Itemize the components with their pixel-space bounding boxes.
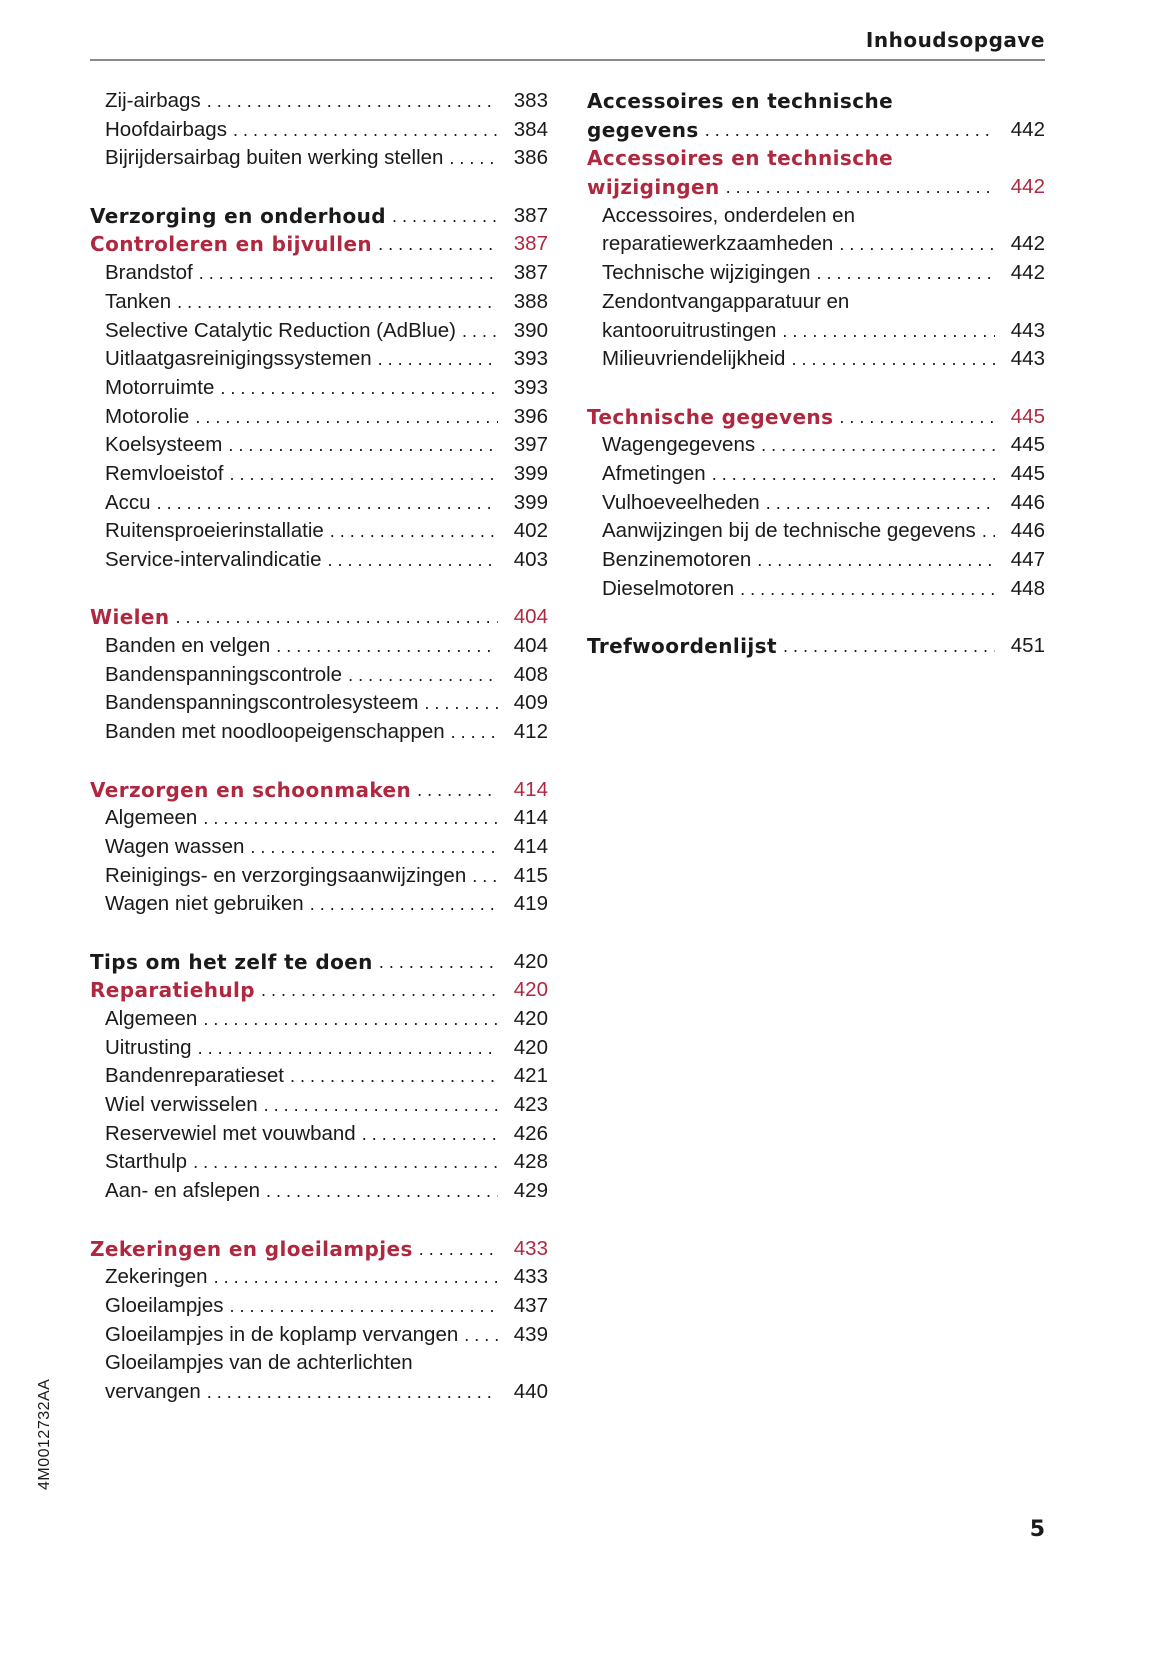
- dot-leader: [782, 317, 995, 346]
- toc-entry-label: Vulhoeveelheden: [602, 490, 760, 514]
- dot-leader: [449, 144, 498, 173]
- toc-entry-page[interactable]: 442: [1010, 117, 1045, 141]
- toc-entry-page[interactable]: 409: [513, 691, 548, 715]
- toc-entry[interactable]: [90, 1177, 548, 1206]
- dot-leader: [230, 1292, 499, 1321]
- dot-leader: [462, 317, 498, 346]
- toc-entry[interactable]: [587, 116, 1045, 145]
- toc-entry-label: Accessoires, onderdelen en: [602, 203, 855, 227]
- dot-leader: [261, 976, 498, 1005]
- dot-leader: [783, 632, 995, 661]
- toc-entry-label: Uitlaatgasreinigingssystemen: [105, 347, 372, 371]
- toc-entry[interactable]: [90, 202, 548, 231]
- toc-entry[interactable]: [90, 460, 548, 489]
- dot-leader: [424, 689, 498, 718]
- toc-entry-label: kantooruitrustingen: [602, 318, 777, 342]
- toc-entry-page[interactable]: 387: [513, 203, 548, 227]
- toc-entry-page[interactable]: 414: [513, 777, 548, 801]
- toc-entry-page[interactable]: 415: [513, 863, 548, 887]
- toc-entry[interactable]: [90, 345, 548, 374]
- dot-leader: [214, 1263, 498, 1292]
- toc-entry-page[interactable]: 412: [513, 720, 548, 744]
- toc-entry[interactable]: [90, 1120, 548, 1149]
- dot-leader: [193, 1148, 498, 1177]
- toc-entry-label: Ruitensproeierinstallatie: [105, 519, 324, 543]
- toc-entry-label: Bijrijdersairbag buiten werking stellen: [105, 146, 444, 170]
- toc-entry[interactable]: [90, 776, 548, 805]
- dot-leader: [791, 345, 995, 374]
- toc-entry-label: Technische wijzigingen: [602, 261, 811, 285]
- toc-entry[interactable]: [587, 489, 1045, 518]
- toc-entry-label: Tanken: [105, 289, 172, 313]
- toc-entry-label: Verzorging en onderhoud: [90, 203, 386, 228]
- toc-entry[interactable]: [587, 87, 1045, 116]
- toc-entry[interactable]: [90, 833, 548, 862]
- toc-entry-label: Banden en velgen: [105, 634, 271, 658]
- toc-entry-label: Milieuvriendelijkheid: [602, 347, 786, 371]
- toc-entry-page[interactable]: 387: [513, 232, 548, 256]
- toc-entry[interactable]: [587, 259, 1045, 288]
- dot-leader: [157, 489, 498, 518]
- toc-entry-page[interactable]: 414: [513, 834, 548, 858]
- toc-entry-page[interactable]: 433: [513, 1236, 548, 1260]
- dot-leader: [417, 776, 498, 805]
- toc-entry-label: Banden met noodloopeigenschappen: [105, 720, 445, 744]
- toc-entry-label: Gloeilampjes: [105, 1293, 224, 1317]
- toc-entry-label: Wiel verwisselen: [105, 1093, 258, 1117]
- toc-entry-page[interactable]: 404: [513, 605, 548, 629]
- toc-spacer: [90, 575, 548, 604]
- toc-entry[interactable]: [90, 689, 548, 718]
- toc-entry-page[interactable]: 445: [1010, 404, 1045, 428]
- toc-entry-label: Zekeringen en gloeilampjes: [90, 1236, 413, 1261]
- dot-leader: [207, 1378, 498, 1407]
- toc-entry-page[interactable]: 448: [1010, 576, 1045, 600]
- toc-entry-page[interactable]: 421: [513, 1064, 548, 1088]
- toc-entry-label: Motorolie: [105, 404, 190, 428]
- toc-entry-page[interactable]: 420: [513, 978, 548, 1002]
- toc-entry[interactable]: [90, 804, 548, 833]
- toc-entry-label: Wagen wassen: [105, 834, 245, 858]
- dot-leader: [839, 403, 995, 432]
- toc-entry-page[interactable]: 429: [513, 1179, 548, 1203]
- toc-entry[interactable]: [90, 288, 548, 317]
- toc-entry-label: Bandenspanningscontrolesysteem: [105, 691, 419, 715]
- dot-leader: [203, 1005, 498, 1034]
- toc-entry-label: Zij-airbags: [105, 89, 201, 112]
- toc-entry-page[interactable]: 451: [1010, 634, 1045, 658]
- toc-entry[interactable]: [90, 1378, 548, 1407]
- toc-entry[interactable]: [90, 1292, 548, 1321]
- toc-entry-page[interactable]: 442: [1010, 261, 1045, 285]
- toc-entry[interactable]: [587, 431, 1045, 460]
- toc-entry-label: Brandstof: [105, 261, 193, 285]
- toc-entry-page[interactable]: 423: [513, 1093, 548, 1117]
- toc-entry-page[interactable]: 402: [513, 519, 548, 543]
- toc-entry-label: Wagen niet gebruiken: [105, 892, 304, 916]
- toc-entry-page[interactable]: 393: [513, 375, 548, 399]
- toc-entry-label: Service-intervalindicatie: [105, 548, 322, 571]
- toc-entry-page[interactable]: 419: [513, 892, 548, 916]
- toc-entry-label: Algemeen: [105, 1007, 198, 1030]
- dot-leader: [266, 1177, 498, 1206]
- toc-spacer: [90, 173, 548, 202]
- dot-leader: [761, 431, 995, 460]
- toc-entry-label: gegevens: [587, 117, 699, 142]
- toc-entry[interactable]: [90, 259, 548, 288]
- toc-entry-label: Gloeilampjes in de koplamp vervangen: [105, 1322, 459, 1346]
- toc-entry[interactable]: [90, 489, 548, 518]
- dot-leader: [379, 948, 498, 977]
- toc-entry-label: Controleren en bijvullen: [90, 232, 373, 257]
- dot-leader: [264, 1091, 498, 1120]
- dot-leader: [176, 603, 498, 632]
- dot-leader: [310, 890, 498, 919]
- toc-entry[interactable]: [90, 431, 548, 460]
- toc-entry-label: Koelsysteem: [105, 433, 223, 457]
- dot-leader: [348, 661, 498, 690]
- toc-entry-label: Selective Catalytic Reduction (AdBlue): [105, 318, 456, 342]
- toc-spacer: [587, 603, 1045, 632]
- dot-leader: [378, 230, 498, 259]
- dot-leader: [290, 1062, 498, 1091]
- header-rule: [90, 59, 1045, 61]
- dot-leader: [195, 403, 498, 432]
- toc-entry-label: Dieselmotoren: [602, 576, 735, 600]
- toc-entry-page[interactable]: 386: [513, 146, 548, 170]
- dot-leader: [726, 173, 995, 202]
- toc-entry-label: Algemeen: [105, 806, 198, 830]
- toc-entry-page[interactable]: 446: [1010, 490, 1045, 514]
- toc-entry[interactable]: [90, 632, 548, 661]
- dot-leader: [330, 517, 498, 546]
- toc-right-column: [587, 87, 1045, 661]
- toc-entry-label: Afmetingen: [602, 461, 706, 485]
- toc-left-column: [90, 87, 548, 1407]
- dot-leader: [472, 862, 498, 891]
- toc-entry-label: Remvloeistof: [105, 461, 224, 485]
- dot-leader: [464, 1321, 498, 1350]
- toc-entry-label: Motorruimte: [105, 375, 215, 399]
- toc-entry[interactable]: [90, 1005, 548, 1034]
- toc-entry[interactable]: [587, 230, 1045, 259]
- toc-entry[interactable]: [90, 1321, 548, 1350]
- toc-entry[interactable]: [90, 403, 548, 432]
- toc-entry[interactable]: [90, 1349, 548, 1378]
- toc-entry-page[interactable]: 393: [513, 347, 548, 371]
- toc-entry-page[interactable]: 446: [1010, 519, 1045, 543]
- toc-entry[interactable]: [90, 976, 548, 1005]
- toc-entry[interactable]: [587, 345, 1045, 374]
- toc-entry[interactable]: [587, 288, 1045, 317]
- toc-entry[interactable]: [90, 87, 548, 116]
- toc-entry[interactable]: [90, 1235, 548, 1264]
- toc-entry-page[interactable]: 387: [513, 261, 548, 285]
- toc-entry[interactable]: [90, 948, 548, 977]
- toc-entry-label: Trefwoordenlijst: [587, 634, 777, 659]
- toc-entry-page[interactable]: 437: [513, 1293, 548, 1317]
- dot-leader: [228, 431, 498, 460]
- toc-entry-page[interactable]: 390: [513, 318, 548, 342]
- toc-entry[interactable]: [90, 1263, 548, 1292]
- toc-entry-label: Hoofdairbags: [105, 117, 227, 141]
- dot-leader: [198, 1034, 498, 1063]
- toc-entry-page[interactable]: 383: [513, 89, 548, 112]
- dot-leader: [817, 259, 995, 288]
- dot-leader: [250, 833, 498, 862]
- dot-leader: [207, 87, 498, 116]
- toc-entry-label: Starthulp: [105, 1150, 188, 1174]
- toc-entry-label: Technische gegevens: [587, 404, 834, 429]
- toc-entry[interactable]: [90, 230, 548, 259]
- toc-entry-page[interactable]: 447: [1010, 548, 1045, 571]
- toc-entry[interactable]: [90, 890, 548, 919]
- toc-entry[interactable]: [90, 546, 548, 575]
- dot-leader: [220, 374, 498, 403]
- toc-entry-label: Bandenspanningscontrole: [105, 662, 343, 686]
- toc-entry[interactable]: [587, 144, 1045, 173]
- toc-entry-page[interactable]: 445: [1010, 461, 1045, 485]
- dot-leader: [233, 116, 498, 145]
- toc-entry-label: Accu: [105, 490, 151, 514]
- dot-leader: [766, 489, 995, 518]
- dot-leader: [705, 116, 995, 145]
- toc-entry-page[interactable]: 408: [513, 662, 548, 686]
- toc-entry[interactable]: [90, 144, 548, 173]
- dot-leader: [362, 1120, 498, 1149]
- toc-entry[interactable]: [587, 632, 1045, 661]
- toc-entry[interactable]: [587, 575, 1045, 604]
- dot-leader: [451, 718, 498, 747]
- toc-spacer: [587, 374, 1045, 403]
- toc-entry-page[interactable]: 403: [513, 548, 548, 571]
- dot-leader: [230, 460, 499, 489]
- toc-entry-page[interactable]: 426: [513, 1121, 548, 1145]
- dot-leader: [327, 546, 498, 575]
- toc-entry[interactable]: [90, 1148, 548, 1177]
- toc-entry-label: Reservewiel met vouwband: [105, 1121, 356, 1145]
- toc-entry[interactable]: [90, 317, 548, 346]
- dot-leader: [740, 575, 995, 604]
- toc-entry-label: Gloeilampjes van de achterlichten: [105, 1351, 413, 1375]
- toc-entry-page[interactable]: 443: [1010, 347, 1045, 371]
- toc-entry-label: reparatiewerkzaamheden: [602, 232, 834, 256]
- toc-entry-label: Accessoires en technische: [587, 89, 894, 113]
- toc-entry[interactable]: [90, 661, 548, 690]
- dot-leader: [203, 804, 498, 833]
- toc-entry-label: Wagengegevens: [602, 433, 756, 457]
- toc-entry-page[interactable]: 439: [513, 1322, 548, 1346]
- toc-entry-label: Bandenreparatieset: [105, 1064, 284, 1088]
- toc-entry-page[interactable]: 399: [513, 490, 548, 514]
- toc-entry[interactable]: [587, 546, 1045, 575]
- toc-entry[interactable]: [587, 173, 1045, 202]
- toc-entry-page[interactable]: 388: [513, 289, 548, 313]
- toc-entry[interactable]: [90, 1062, 548, 1091]
- dot-leader: [982, 517, 995, 546]
- toc-entry[interactable]: [587, 517, 1045, 546]
- toc-spacer: [90, 1206, 548, 1235]
- toc-entry[interactable]: [90, 603, 548, 632]
- toc-entry-label: Uitrusting: [105, 1035, 192, 1059]
- dot-leader: [378, 345, 498, 374]
- toc-entry[interactable]: [90, 517, 548, 546]
- toc-entry-label: Zekeringen: [105, 1265, 208, 1289]
- toc-entry-page[interactable]: 404: [513, 634, 548, 658]
- toc-entry-label: vervangen: [105, 1379, 201, 1403]
- toc-entry-page[interactable]: 399: [513, 461, 548, 485]
- toc-entry-label: Zendontvangapparatuur en: [602, 289, 850, 313]
- toc-spacer: [90, 919, 548, 948]
- dot-leader: [199, 259, 498, 288]
- dot-leader: [839, 230, 995, 259]
- toc-entry[interactable]: [587, 460, 1045, 489]
- toc-entry-label: wijzigingen: [587, 175, 720, 200]
- toc-entry-page[interactable]: 443: [1010, 318, 1045, 342]
- toc-entry-page[interactable]: 440: [513, 1379, 548, 1403]
- dot-leader: [419, 1235, 498, 1264]
- toc-entry-page[interactable]: 397: [513, 433, 548, 457]
- running-header-title: Inhoudsopgave: [865, 28, 1045, 52]
- document-code: 4M0012732AA: [36, 1378, 53, 1490]
- dot-leader: [392, 202, 498, 231]
- toc-entry[interactable]: [90, 1034, 548, 1063]
- toc-entry-page[interactable]: 420: [513, 1007, 548, 1030]
- toc-entry-label: Reparatiehulp: [90, 978, 255, 1003]
- toc-entry-page[interactable]: 428: [513, 1150, 548, 1174]
- toc-entry-page[interactable]: 442: [1010, 232, 1045, 256]
- toc-entry-label: Tips om het zelf te doen: [90, 949, 373, 974]
- toc-entry[interactable]: [90, 1091, 548, 1120]
- toc-entry-page[interactable]: 442: [1010, 175, 1045, 199]
- toc-entry-page[interactable]: 396: [513, 404, 548, 428]
- toc-entry[interactable]: [587, 317, 1045, 346]
- toc-entry-label: Benzinemotoren: [602, 548, 752, 571]
- toc-entry-page[interactable]: 445: [1010, 433, 1045, 457]
- toc-entry[interactable]: [587, 202, 1045, 231]
- toc-spacer: [90, 747, 548, 776]
- dot-leader: [757, 546, 995, 575]
- toc-entry-page[interactable]: 414: [513, 806, 548, 830]
- toc-entry[interactable]: [90, 116, 548, 145]
- toc-entry-label: Wielen: [90, 605, 170, 630]
- toc-entry-label: Accessoires en technische: [587, 146, 894, 171]
- page-number: 5: [1029, 1517, 1045, 1542]
- toc-entry[interactable]: [90, 862, 548, 891]
- toc-entry-page[interactable]: 433: [513, 1265, 548, 1289]
- dot-leader: [712, 460, 995, 489]
- toc-entry-label: Aan- en afslepen: [105, 1179, 261, 1203]
- dot-leader: [276, 632, 498, 661]
- toc-entry-page[interactable]: 420: [513, 949, 548, 973]
- toc-entry-label: Reinigings- en verzorgingsaanwijzingen: [105, 863, 467, 887]
- toc-entry-page[interactable]: 420: [513, 1035, 548, 1059]
- dot-leader: [177, 288, 498, 317]
- toc-entry[interactable]: [587, 403, 1045, 432]
- toc-entry-label: Aanwijzingen bij de technische gegevens: [602, 519, 976, 543]
- toc-entry[interactable]: [90, 374, 548, 403]
- toc-entry[interactable]: [90, 718, 548, 747]
- toc-entry-page[interactable]: 384: [513, 117, 548, 141]
- toc-entry-label: Verzorgen en schoonmaken: [90, 777, 412, 802]
